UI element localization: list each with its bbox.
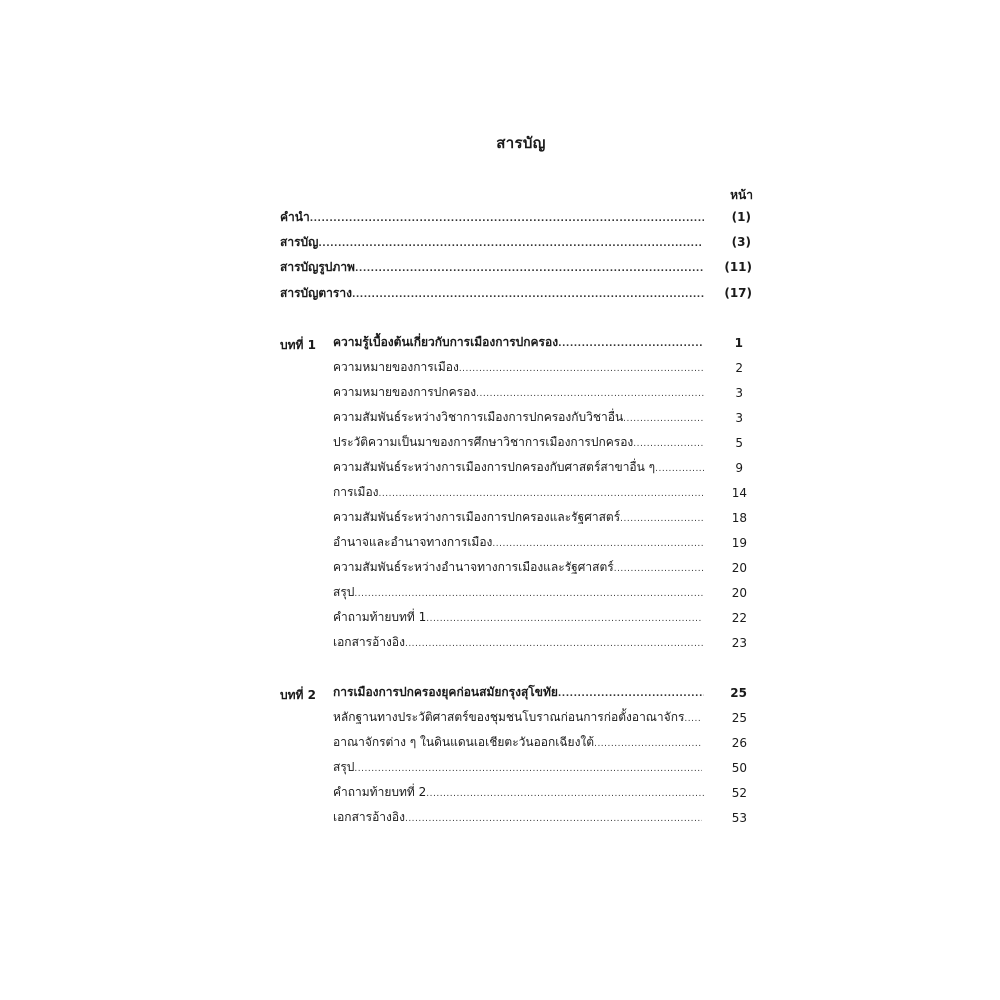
section-title: สรุป <box>333 585 355 599</box>
section-title: คำถามท้ายบทที่ 1 <box>333 610 427 624</box>
leader-dots <box>594 739 702 749</box>
toc-entry-page: 19 <box>731 536 747 550</box>
toc-section[interactable] <box>333 808 702 828</box>
page-title: สารบัญ <box>496 134 546 152</box>
toc-section[interactable] <box>333 358 704 378</box>
toc-entry-page: (3) <box>731 235 751 249</box>
section-title: คำถามท้ายบทที่ 2 <box>333 785 427 799</box>
toc-section[interactable] <box>333 408 704 428</box>
leader-dots <box>684 714 702 724</box>
leader-dots <box>623 414 704 424</box>
toc-section[interactable] <box>333 758 702 778</box>
toc-entry-page: 52 <box>731 786 747 800</box>
leader-dots <box>459 364 704 374</box>
toc-entry-page: 53 <box>731 811 747 825</box>
toc-entry-page: 5 <box>735 436 743 450</box>
leader-dots <box>655 464 704 474</box>
leader-dots <box>354 589 704 599</box>
leader-dots <box>355 264 704 274</box>
leader-dots <box>558 689 704 699</box>
toc-section[interactable] <box>333 583 704 603</box>
section-title: ความสัมพันธ์ระหว่างอำนาจทางการเมืองและรัฐศาสตร์ <box>333 560 614 574</box>
toc-chapter-1[interactable] <box>333 333 704 353</box>
toc-section[interactable] <box>333 483 704 503</box>
toc-entry-label: สารบัญตาราง <box>280 286 352 300</box>
toc-entry-page: 1 <box>734 336 743 350</box>
toc-section[interactable] <box>333 733 702 753</box>
leader-dots <box>633 439 704 449</box>
leader-dots <box>352 290 704 300</box>
leader-dots <box>379 489 704 499</box>
section-title: ความสัมพันธ์ระหว่างการเมืองการปกครองกับศาสตร์สาขาอื่น ๆ <box>333 460 656 474</box>
toc-entry-page: (17) <box>724 286 752 300</box>
toc-entry-tables[interactable] <box>280 284 704 304</box>
toc-entry-page: (1) <box>731 210 751 224</box>
leader-dots <box>310 214 704 224</box>
toc-entry-figures[interactable] <box>280 258 704 278</box>
chapter-number: บทที่ 1 <box>280 338 316 352</box>
section-title: ความสัมพันธ์ระหว่างการเมืองการปกครองและรัฐศาสตร์ <box>333 510 621 524</box>
toc-entry-page: 26 <box>731 736 747 750</box>
leader-dots <box>476 389 704 399</box>
leader-dots <box>426 614 702 624</box>
leader-dots <box>318 239 702 249</box>
section-title: อำนาจและอำนาจทางการเมือง <box>333 535 493 549</box>
toc-section[interactable] <box>333 708 702 728</box>
toc-entry-page: 50 <box>731 761 747 775</box>
toc-section[interactable] <box>333 608 702 628</box>
section-title: หลักฐานทางประวัติศาสตร์ของชุมชนโบราณก่อนการก่อตั้งอาณาจักร <box>333 710 685 724</box>
toc-chapter-2[interactable] <box>333 683 704 703</box>
section-title: การเมือง <box>333 485 379 499</box>
leader-dots <box>558 339 704 349</box>
toc-entry-page: 2 <box>735 361 743 375</box>
toc-entry-page: 3 <box>735 411 743 425</box>
leader-dots <box>405 814 702 824</box>
toc-entry-page: 20 <box>731 561 747 575</box>
leader-dots <box>405 639 704 649</box>
section-title: อาณาจักรต่าง ๆ ในดินแดนเอเชียตะวันออกเฉียงใต้ <box>333 735 595 749</box>
toc-section[interactable] <box>333 383 704 403</box>
toc-entry-page: 25 <box>731 711 747 725</box>
toc-entry-contents[interactable] <box>280 233 702 253</box>
toc-entry-label: คำนำ <box>280 210 310 224</box>
toc-entry-page: 18 <box>731 511 747 525</box>
chapter-number: บทที่ 2 <box>280 688 316 702</box>
chapter-title: การเมืองการปกครองยุคก่อนสมัยกรุงสุโขทัย <box>333 685 558 699</box>
toc-entry-page: 14 <box>731 486 747 500</box>
toc-section[interactable] <box>333 633 704 653</box>
section-title: ประวัติความเป็นมาของการศึกษาวิชาการเมืองการปกครอง <box>333 435 634 449</box>
leader-dots <box>614 564 704 574</box>
toc-entry-page: 22 <box>731 611 747 625</box>
leader-dots <box>354 764 702 774</box>
section-title: ความหมายของการเมือง <box>333 360 459 374</box>
toc-section[interactable] <box>333 558 704 578</box>
toc-entry-page: (11) <box>724 260 752 274</box>
toc-entry-preface[interactable] <box>280 208 704 228</box>
toc-entry-page: 20 <box>731 586 747 600</box>
toc-section[interactable] <box>333 533 704 553</box>
toc-section[interactable] <box>333 783 704 803</box>
leader-dots <box>426 789 704 799</box>
leader-dots <box>620 514 704 524</box>
section-title: ความสัมพันธ์ระหว่างวิชาการเมืองการปกครองกับวิชาอื่น <box>333 410 624 424</box>
toc-entry-page: 3 <box>735 386 743 400</box>
toc-section[interactable] <box>333 458 704 478</box>
page-column-header: หน้า <box>730 188 753 202</box>
section-title: สรุป <box>333 760 355 774</box>
section-title: เอกสารอ้างอิง <box>333 810 405 824</box>
toc-section[interactable] <box>333 433 704 453</box>
chapter-title: ความรู้เบื้องต้นเกี่ยวกับการเมืองการปกครอง <box>333 335 559 349</box>
section-title: ความหมายของการปกครอง <box>333 385 477 399</box>
toc-entry-page: 9 <box>735 461 743 475</box>
toc-entry-label: สารบัญรูปภาพ <box>280 260 355 274</box>
section-title: เอกสารอ้างอิง <box>333 635 405 649</box>
toc-entry-page: 23 <box>731 636 747 650</box>
toc-section[interactable] <box>333 508 704 528</box>
leader-dots <box>492 539 704 549</box>
toc-entry-label: สารบัญ <box>280 235 319 249</box>
toc-entry-page: 25 <box>730 686 747 700</box>
